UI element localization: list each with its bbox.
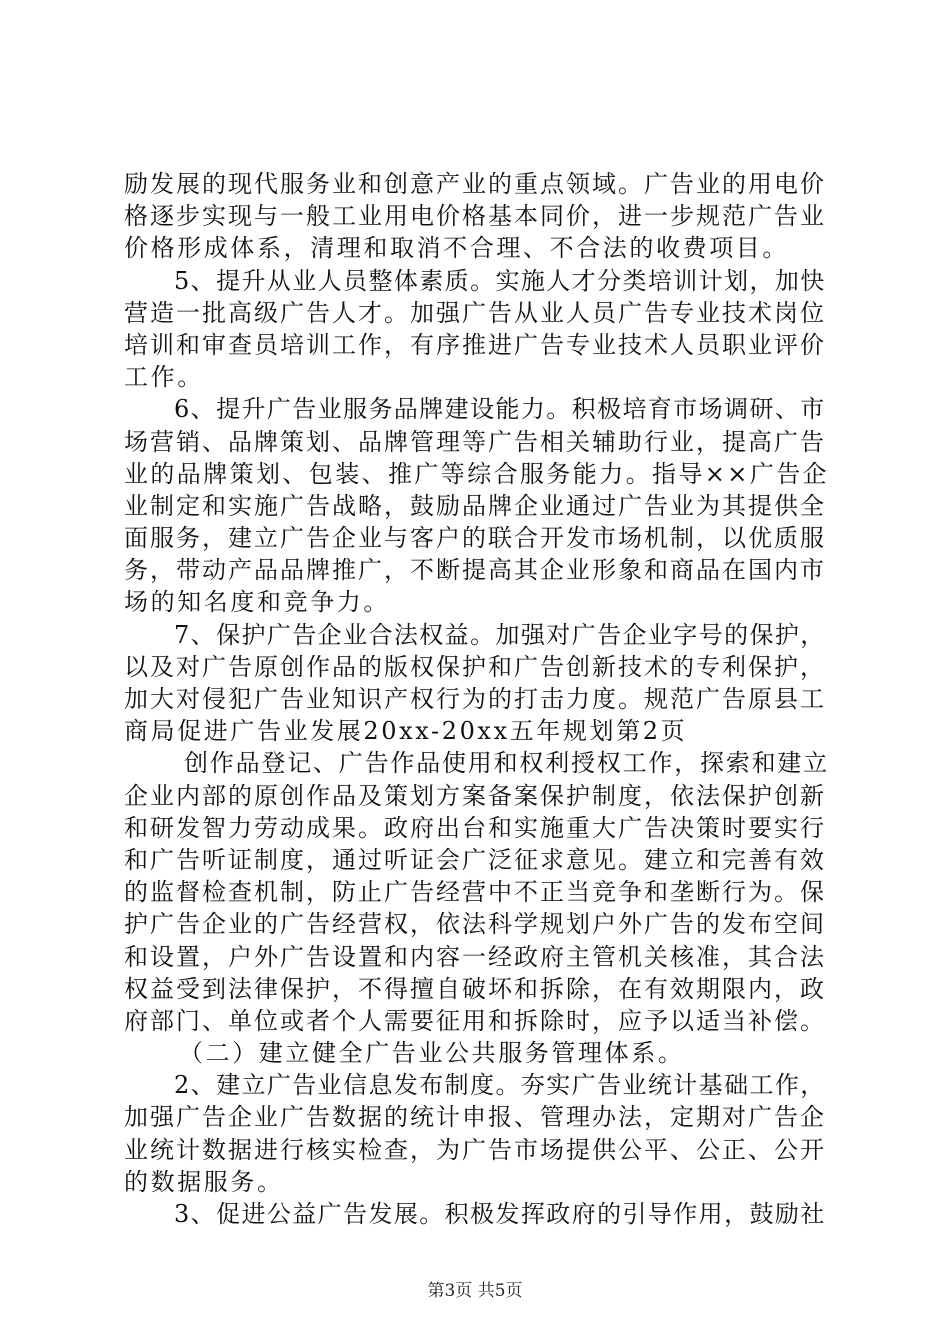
text-line: 企业内部的原创作品及策划方案备案保护制度，依法保护创新 [124,781,826,810]
text-line: 以及对广告原创作品的版权保护和广告创新技术的专利保护， [124,652,826,681]
text-line: 商局促进广告业发展20xx-20xx五年规划第2页 [124,717,688,746]
text-line: 业制定和实施广告战略，鼓励品牌企业通过广告业为其提供全 [124,491,826,520]
text-line: 5、提升从业人员整体素质。实施人才分类培训计划，加快 [174,266,826,295]
text-line: 6、提升广告业服务品牌建设能力。积极培育市场调研、市 [174,395,826,424]
page-footer: 第3页 共5页 [427,1281,523,1301]
text-line: 格逐步实现与一般工业用电价格基本同价，进一步规范广告业 [124,202,826,231]
text-line: 营造一批高级广告人才。加强广告从业人员广告专业技术岗位 [124,298,826,327]
text-line: 业的品牌策划、包装、推广等综合服务能力。指导××广告企 [124,459,830,488]
text-line: 加大对侵犯广告业知识产权行为的打击力度。规范广告原县工 [124,685,826,713]
text-line: 价格形成体系，清理和取消不合理、不合法的收费项目。 [124,234,789,263]
text-line: 的监督检查机制，防止广告经营中不正当竞争和垄断行为。保 [124,878,826,907]
text-line: 3、促进公益广告发展。积极发挥政府的引导作用，鼓励社 [174,1200,826,1228]
text-line: 府部门、单位或者个人需要征用和拆除时，应予以适当补偿。 [124,1006,826,1035]
text-line: 权益受到法律保护，不得擅自破坏和拆除，在有效期限内，政 [124,974,826,1003]
text-line: 加强广告企业广告数据的统计申报、管理办法，定期对广告企 [124,1103,826,1132]
text-line: 和研发智力劳动成果。政府出台和实施重大广告决策时要实行 [124,813,826,842]
text-line: 场营销、品牌策划、品牌管理等广告相关辅助行业，提高广告 [124,427,826,456]
text-line: 创作品登记、广告作品使用和权利授权工作，探索和建立 [184,749,829,778]
text-line: 2、建立广告业信息发布制度。夯实广告业统计基础工作， [174,1071,826,1100]
text-line: 护广告企业的广告经营权，依法科学规划户外广告的发布空间 [124,910,826,939]
text-line: （二）建立健全广告业公共服务管理体系。 [179,1039,685,1068]
document-body [124,168,830,1230]
text-line: 和广告听证制度，通过听证会广泛征求意见。建立和完善有效 [124,845,826,874]
text-line: 业统计数据进行核实检查，为广告市场提供公平、公正、公开 [124,1135,826,1164]
text-line: 务，带动产品品牌推广，不断提高其企业形象和商品在国内市 [124,556,826,585]
text-line: 场的知名度和竞争力。 [124,588,390,617]
text-line: 和设置，户外广告设置和内容一经政府主管机关核准，其合法 [124,942,826,971]
text-line: 工作。 [124,363,204,392]
text-line: 面服务，建立广告企业与客户的联合开发市场机制，以优质服 [124,524,826,553]
text-line: 的数据服务。 [124,1167,284,1196]
text-line: 励发展的现代服务业和创意产业的重点领域。广告业的用电价 [124,170,826,198]
text-line: 培训和审查员培训工作，有序推进广告专业技术人员职业评价 [124,330,826,359]
text-line: 7、保护广告企业合法权益。加强对广告企业字号的保护， [174,620,826,649]
